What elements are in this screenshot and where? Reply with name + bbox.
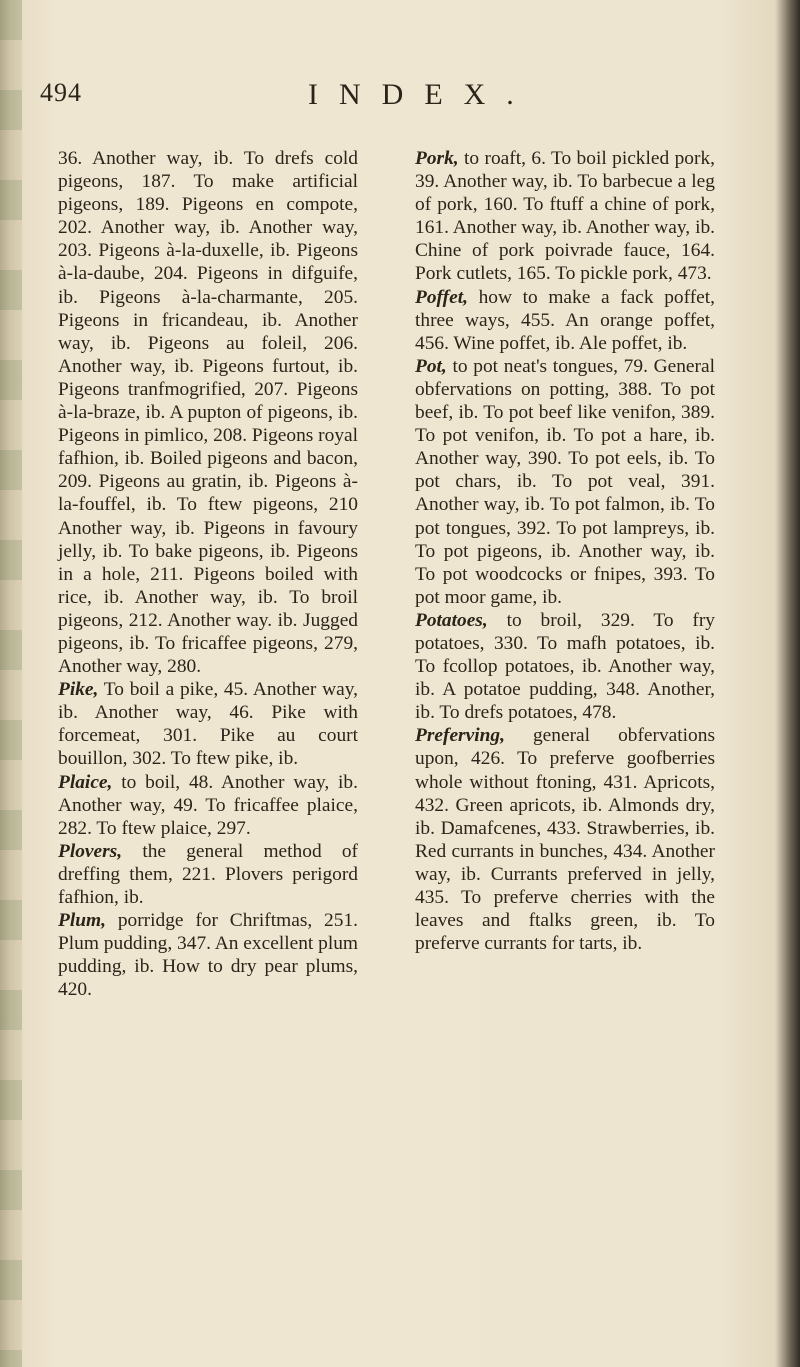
entry-text: how to make a fack poffet, three ways, 455. An orange poffet, 456. Wine poffet, ib. Ale poffet, ib. (415, 286, 715, 354)
entry-head: Pike, (58, 679, 99, 701)
running-head: INDEX. (308, 78, 535, 111)
index-entry (415, 355, 715, 609)
entry-text: 36. Another way, ib. To drefs cold pigeons, 187. To make artificial pigeons, 189. Pigeons en compote, 202. Another way, ib. Another way, 203. Pigeons à-la-duxelle, ib. Pigeons à-la-daube, 204. Pigeons in difguife, ib. Pigeons à-la-charmante, 205. Pigeons in fricandeau, ib. Another way, ib. Pigeons au foleil, 206. Another way, ib. Pigeons furtout, ib. Pigeons tranfmogrified, 207. Pigeons à-la-braze, ib. A pupton of pigeons, ib. Pigeons in pimlico, 208. Pigeons royal fafhion, ib. Boiled pigeons and bacon, 209. Pigeons au gratin, ib. Pigeons à-la-fouffel, ib. To ftew pigeons, 210 Another way, ib. Pigeons in favoury jelly, ib. To bake pigeons, ib. Pigeons in a hole, 211. Pigeons boiled with rice, ib. Another way, ib. To broil pigeons, 212. Another way. ib. Jugged pigeons, ib. To fricaffee pigeons, 279, Another way, 280. (58, 148, 359, 678)
index-entry (58, 147, 358, 678)
entry-text: general obfervations upon, 426. To preferve goofberries whole without ftoning, 431. Apricots, 432. Green apricots, ib. Almonds dry, ib. Damafcenes, 433. Strawberries, ib. Red currants in bunches, 434. Another way, ib. Currants preferved in jelly, 435. To preferve cherries with the leaves and ftalks green, ib. To preferve currants for tarts, ib. (415, 725, 715, 955)
entry-text: the general method of dreffing them, 221. Plovers perigord fafhion, ib. (58, 840, 358, 908)
left-column (58, 147, 358, 1001)
index-entry (415, 724, 715, 955)
page-header (40, 78, 760, 118)
index-entry (415, 286, 715, 355)
entry-head: Pot, (415, 355, 447, 377)
gutter-stain (0, 0, 22, 1367)
entry-text: to broil, 329. To fry potatoes, 330. To mafh potatoes, ib. To fcollop potatoes, ib. Another way, ib. A potatoe pudding, 348. Another, ib. To drefs potatoes, 478. (415, 609, 715, 724)
index-entry (58, 771, 358, 840)
entry-text: to roaft, 6. To boil pickled pork, 39. Another way, ib. To barbecue a leg of pork, 160. To ftuff a chine of pork, 161. Another way, ib. Another way, ib. Chine of pork poivrade fauce, 164. Pork cutlets, 165. To pickle pork, 473. (415, 148, 715, 285)
entry-head: Preferving, (415, 725, 505, 747)
page-number: 494 (40, 78, 82, 107)
index-entry (58, 840, 358, 909)
entry-head: Plovers, (58, 840, 123, 862)
entry-text: to pot neat's tongues, 79. General obfervations on potting, 388. To pot beef, ib. To pot beef like venifon, 389. To pot venifon, ib. To pot a hare, ib. Another way, 390. To pot eels, ib. To pot chars, ib. To pot veal, 391. Another way, ib. To pot falmon, ib. To pot tongues, 392. To pot lampreys, ib. To pot pigeons, ib. Another way, ib. To pot woodcocks or fnipes, 393. To pot moor game, ib. (415, 355, 715, 608)
entry-head: Poffet, (415, 286, 468, 308)
right-column (415, 147, 715, 955)
index-entry (58, 678, 358, 770)
entry-text: to boil, 48. Another way, ib. Another way, 49. To fricaffee plaice, 282. To ftew plaice, 297. (58, 771, 358, 839)
index-entry (58, 909, 358, 1001)
entry-head: Plaice, (58, 771, 113, 793)
index-entry (415, 147, 715, 286)
entry-head: Pork, (415, 148, 459, 169)
entry-text: porridge for Chriftmas, 251. Plum pudding, 347. An excellent plum pudding, ib. How to dry pear plums, 420. (58, 910, 358, 1001)
entry-head: Plum, (58, 910, 106, 932)
index-entry (415, 609, 715, 724)
entry-head: Potatoes, (415, 609, 488, 631)
entry-text: To boil a pike, 45. Another way, ib. Another way, 46. Pike with forcemeat, 301. Pike au court bouillon, 302. To ftew pike, ib. (58, 679, 358, 770)
